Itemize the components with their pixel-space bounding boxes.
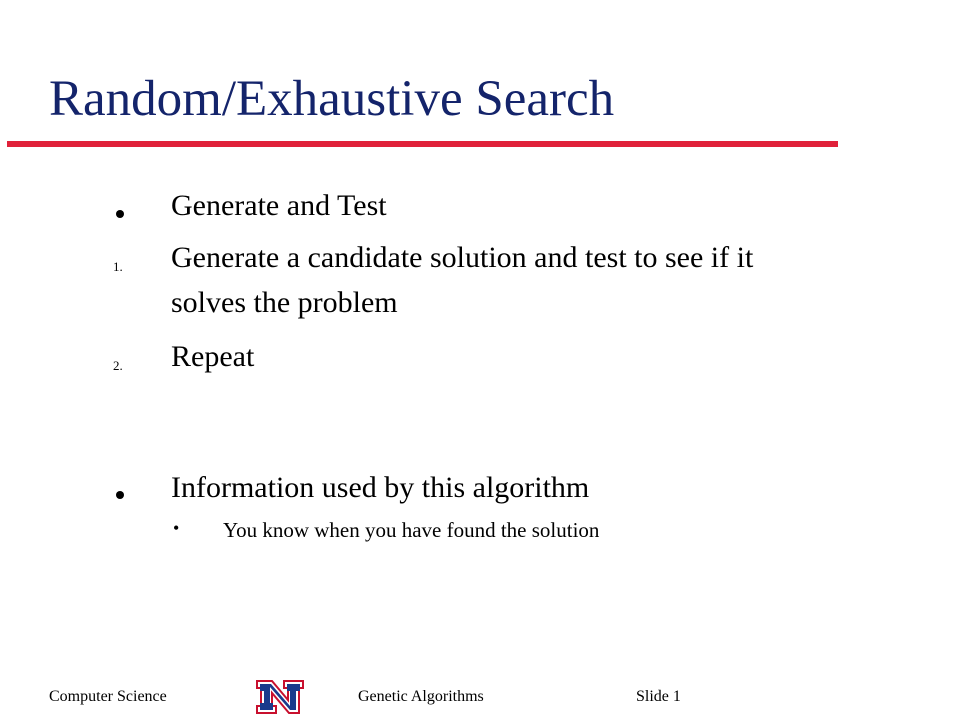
bullet-text: Generate and Test xyxy=(171,189,387,222)
list-number: 1. xyxy=(113,259,123,274)
list-number: 2. xyxy=(113,358,123,373)
footer-slide-number: Slide 1 xyxy=(636,688,681,705)
footer-center-text: Genetic Algorithms xyxy=(358,688,484,705)
numbered-text-line-1: Generate a candidate solution and test to see if it xyxy=(171,241,754,274)
slide-title: Random/Exhaustive Search xyxy=(49,71,615,127)
footer-left-text: Computer Science xyxy=(49,688,167,705)
numbered-text: Repeat xyxy=(171,340,255,373)
round-bullet-icon xyxy=(116,210,124,218)
numbered-text-line-2: solves the problem xyxy=(171,286,398,319)
university-n-logo-icon xyxy=(256,680,304,714)
title-underline xyxy=(7,141,838,147)
round-bullet-icon xyxy=(116,491,124,499)
bullet-text: Information used by this algorithm xyxy=(171,471,590,504)
sub-bullet-text: You know when you have found the solution xyxy=(223,518,600,542)
sub-bullet-icon: • xyxy=(173,518,180,538)
